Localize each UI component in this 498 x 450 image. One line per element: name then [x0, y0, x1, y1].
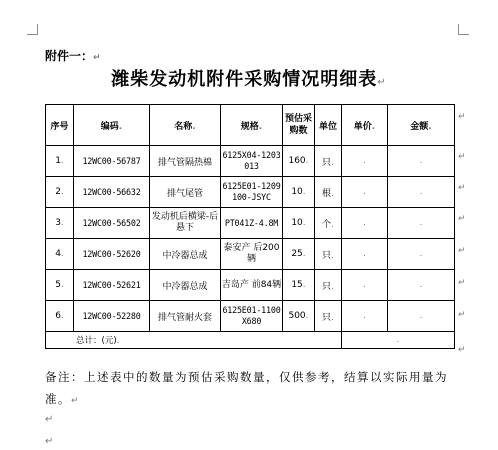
cell-seq: 5. — [46, 270, 74, 301]
cell-spec: 吉岛产 前84辆 — [221, 270, 283, 301]
cell-unit: 只. — [315, 270, 342, 301]
cell-qty: 25. — [283, 239, 315, 270]
cell-code: 12WC00-56787 — [74, 146, 150, 177]
table-row — [46, 177, 455, 208]
cell-amount: . — [388, 177, 455, 208]
cell-seq: 3. — [46, 208, 74, 239]
cell-amount: . — [388, 146, 455, 177]
header-price: 单价. — [342, 105, 388, 146]
cell-price: . — [342, 270, 388, 301]
total-label: 总计：(元). — [46, 332, 342, 349]
empty-paragraph-mark: ↵ — [45, 414, 54, 425]
cell-qty: 10. — [283, 177, 315, 208]
empty-paragraph-mark: ↵ — [45, 436, 54, 447]
table-total-row — [46, 332, 455, 349]
cell-code: 12WC00-52621 — [74, 270, 150, 301]
paragraph-mark-icon: ↵ — [93, 53, 101, 63]
header-spec: 规格. — [221, 105, 283, 146]
table-row — [46, 146, 455, 177]
paragraph-mark-icon: ↵ — [71, 396, 81, 406]
cell-unit: 根. — [315, 177, 342, 208]
cell-unit: 只. — [315, 301, 342, 332]
cell-price: . — [342, 177, 388, 208]
cell-price: . — [342, 146, 388, 177]
header-amount: 金额. — [388, 105, 455, 146]
cell-price: . — [342, 239, 388, 270]
cell-code: 12WC00-52620 — [74, 239, 150, 270]
cell-spec: 6125E01-1100X680 — [221, 301, 283, 332]
cell-amount: . — [388, 270, 455, 301]
table-row — [46, 270, 455, 301]
cell-code: 12WC00-56502 — [74, 208, 150, 239]
document-title: 潍柴发动机附件采购情况明细表↵ — [111, 69, 387, 90]
paragraph-mark-icon: ↵ — [377, 77, 387, 88]
row-end-mark: ↵ — [458, 278, 466, 288]
row-end-mark: ↵ — [458, 183, 466, 193]
cell-price: . — [342, 301, 388, 332]
cell-seq: 6. — [46, 301, 74, 332]
cell-qty: 500. — [283, 301, 315, 332]
cell-amount: . — [388, 239, 455, 270]
cell-amount: . — [388, 208, 455, 239]
header-seq: 序号 — [46, 105, 74, 146]
cell-qty: 160. — [283, 146, 315, 177]
header-code: 编码. — [74, 105, 150, 146]
header-name: 名称. — [150, 105, 221, 146]
cell-spec: 6125X04-1203013 — [221, 146, 283, 177]
cell-spec: 泰安产 后200辆 — [221, 239, 283, 270]
cell-unit: 只. — [315, 146, 342, 177]
cell-name: 发动机后横梁-后悬下 — [150, 208, 221, 239]
crop-mark-top-right — [458, 24, 469, 35]
cell-amount: . — [388, 301, 455, 332]
cell-qty: 10. — [283, 208, 315, 239]
cell-name: 排气尾管 — [150, 177, 221, 208]
cell-unit: 只. — [315, 239, 342, 270]
cell-code: 12WC00-52280 — [74, 301, 150, 332]
row-end-mark: ↵ — [458, 112, 466, 122]
table-header-row — [46, 105, 455, 146]
row-end-mark: ↵ — [458, 345, 466, 355]
total-value: . — [342, 332, 455, 349]
cell-name: 中冷器总成 — [150, 239, 221, 270]
header-unit: 单位 — [315, 105, 342, 146]
cell-spec: 6125E01-1209100-JSYC — [221, 177, 283, 208]
row-end-mark: ↵ — [458, 246, 466, 256]
cell-name: 排气管隔热棉 — [150, 146, 221, 177]
cell-seq: 1. — [46, 146, 74, 177]
row-end-mark: ↵ — [458, 152, 466, 162]
procurement-table — [45, 104, 455, 349]
cell-price: . — [342, 208, 388, 239]
attachment-label: 附件一：↵ — [45, 49, 101, 63]
cell-name: 排气管耐火套 — [150, 301, 221, 332]
cell-code: 12WC00-56632 — [74, 177, 150, 208]
cell-unit: 个. — [315, 208, 342, 239]
table-row — [46, 301, 455, 332]
crop-mark-top-left — [27, 24, 38, 35]
table-row — [46, 208, 455, 239]
table-row — [46, 239, 455, 270]
cell-seq: 4. — [46, 239, 74, 270]
cell-qty: 15. — [283, 270, 315, 301]
remark-paragraph: 备注：上述表中的数量为预估采购数量，仅供参考，结算以实际用量为准。↵ — [45, 370, 448, 406]
row-end-mark: ↵ — [458, 214, 466, 224]
cell-name: 中冷器总成 — [150, 270, 221, 301]
cell-spec: PT041Z-4.8M — [221, 208, 283, 239]
header-qty: 预估采购数 — [283, 105, 315, 146]
row-end-mark: ↵ — [458, 310, 466, 320]
cell-seq: 2. — [46, 177, 74, 208]
